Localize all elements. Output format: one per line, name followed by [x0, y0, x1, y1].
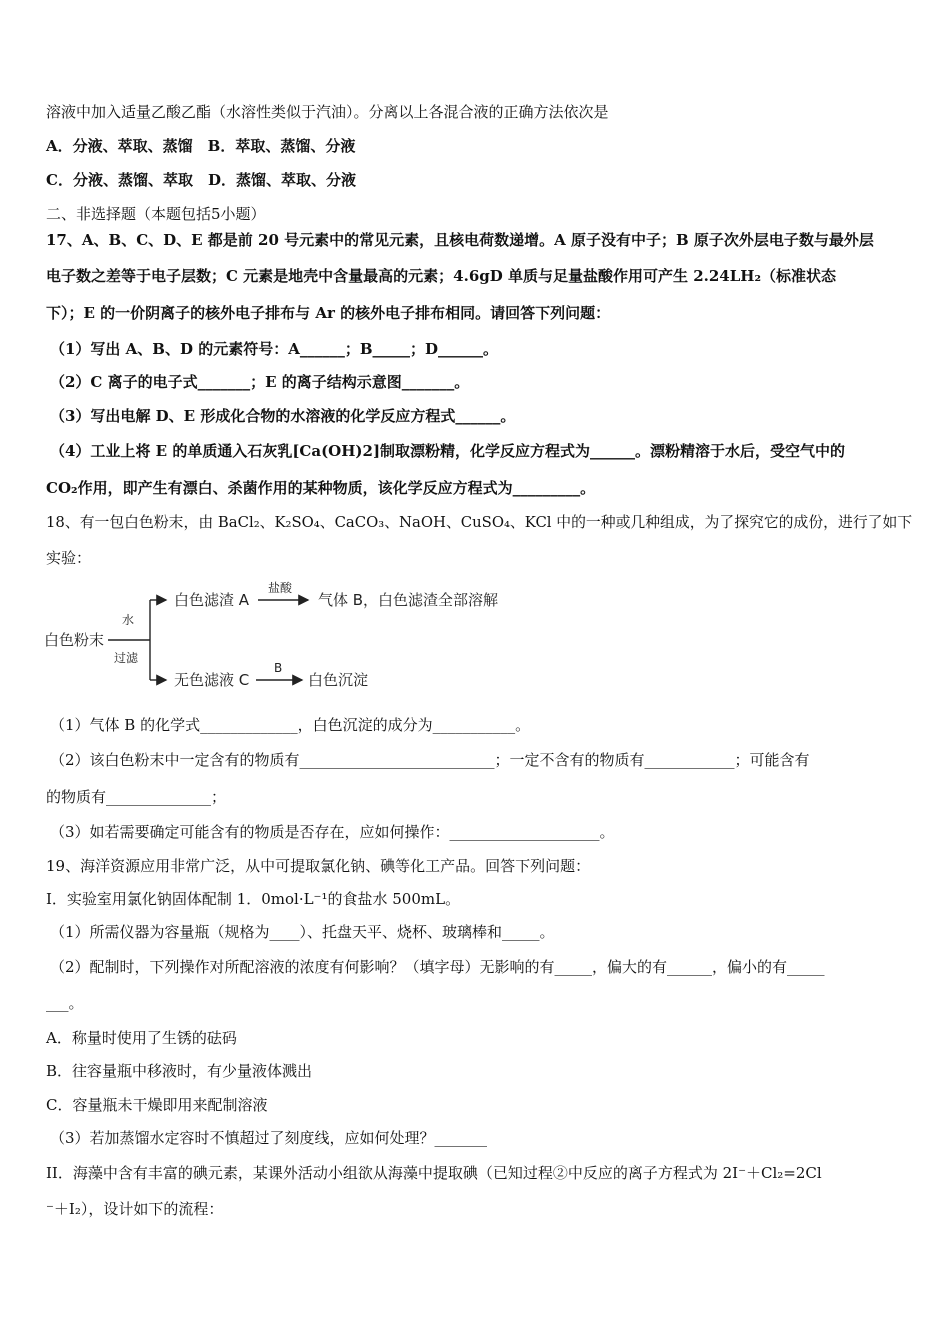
diagram-filter-label: 过滤	[114, 651, 139, 665]
q16-options-cd: C．分液、蒸馏、萃取 D．蒸馏、萃取、分液	[46, 171, 356, 189]
q19-section-2a: II．海藻中含有丰富的碘元素，某课外活动小组欲从海藻中提取碘（已知过程②中反应的离子方程式为 2I⁻＋Cl₂=2Cl	[46, 1164, 822, 1182]
q19-option-c: C．容量瓶未干燥即用来配制溶液	[46, 1096, 268, 1114]
diagram-start: 白色粉末	[44, 631, 105, 649]
q19-stem: 19、海洋资源应用非常广泛，从中可提取氯化钠、碘等化工产品。回答下列问题：	[46, 857, 591, 875]
q19-part-3: （3）若加蒸馏水定容时不慎超过了刻度线，应如何处理？_______	[50, 1129, 488, 1147]
q19-part-2b: ___。	[46, 994, 84, 1012]
q18-stem-2: 实验：	[46, 549, 92, 567]
q17-stem-2: 电子数之差等于电子层数；C 元素是地壳中含量最高的元素；4.6gD 单质与足量盐酸作用可产生 2.24LH₂（标准状态	[46, 267, 837, 285]
diagram-residue: 白色滤渣 A	[174, 591, 250, 609]
q17-part-4b: CO₂作用，即产生有漂白、杀菌作用的某种物质，该化学反应方程式为_________。	[46, 479, 596, 497]
q18-part-2b: 的物质有______________；	[46, 788, 227, 806]
q16-text-tail: 溶液中加入适量乙酸乙酯（水溶性类似于汽油）。分离以上各混合液的正确方法依次是	[46, 103, 609, 121]
q18-part-2a: （2）该白色粉末中一定含有的物质有__________________________；一定不含有的物质有____________；可能含有	[50, 751, 810, 769]
q19-option-a: A．称量时使用了生锈的砝码	[46, 1029, 237, 1047]
experiment-flow-diagram	[40, 578, 510, 693]
diagram-filtrate-result: 白色沉淀	[308, 671, 369, 689]
q17-stem-3: 下）；E 的一价阴离子的核外电子排布与 Ar 的核外电子排布相同。请回答下列问题：	[46, 304, 611, 322]
q19-section-1: I．实验室用氯化钠固体配制 1．0mol·L⁻¹的食盐水 500mL。	[46, 890, 461, 908]
q18-stem-1: 18、有一包白色粉末，由 BaCl₂、K₂SO₄、CaCO₃、NaOH、CuSO₄、KCl 中的一种或几种组成，为了探究它的成份，进行了如下	[46, 513, 913, 531]
q19-part-2a: （2）配制时，下列操作对所配溶液的浓度有何影响？（填字母）无影响的有_____，偏大的有______，偏小的有_____	[50, 958, 825, 976]
diagram-water-label: 水	[122, 613, 135, 627]
q18-part-3: （3）如若需要确定可能含有的物质是否存在，应如何操作：____________________。	[50, 823, 615, 841]
diagram-acid-label: 盐酸	[268, 581, 293, 595]
diagram-b-label: B	[274, 661, 283, 675]
q17-part-1: （1）写出 A、B、D 的元素符号：A______；B_____；D______。	[50, 340, 499, 358]
q17-part-3: （3）写出电解 D、E 形成化合物的水溶液的化学反应方程式______。	[50, 407, 516, 425]
q19-option-b: B．往容量瓶中移液时，有少量液体溅出	[46, 1062, 313, 1080]
diagram-filtrate: 无色滤液 C	[174, 671, 250, 689]
q19-part-1: （1）所需仪器为容量瓶（规格为____）、托盘天平、烧杯、玻璃棒和_____。	[50, 923, 555, 941]
diagram-residue-result: 气体 B，白色滤渣全部溶解	[318, 591, 499, 609]
q17-part-2: （2）C 离子的电子式_______；E 的离子结构示意图_______。	[50, 373, 470, 391]
q17-stem-1: 17、A、B、C、D、E 都是前 20 号元素中的常见元素，且核电荷数递增。A 原子没有中子；B 原子次外层电子数与最外层	[46, 231, 874, 249]
q16-options-ab: A．分液、萃取、蒸馏 B．萃取、蒸馏、分液	[46, 137, 356, 155]
q19-section-2b: ⁻＋I₂），设计如下的流程：	[46, 1200, 224, 1218]
section-heading: 二、非选择题（本题包括5小题）	[46, 205, 266, 223]
q17-part-4a: （4）工业上将 E 的单质通入石灰乳[Ca(OH)2]制取漂粉精，化学反应方程式为______。漂粉精溶于水后，受空气中的	[50, 442, 846, 460]
q18-part-1: （1）气体 B 的化学式_____________，白色沉淀的成分为___________。	[50, 716, 531, 734]
